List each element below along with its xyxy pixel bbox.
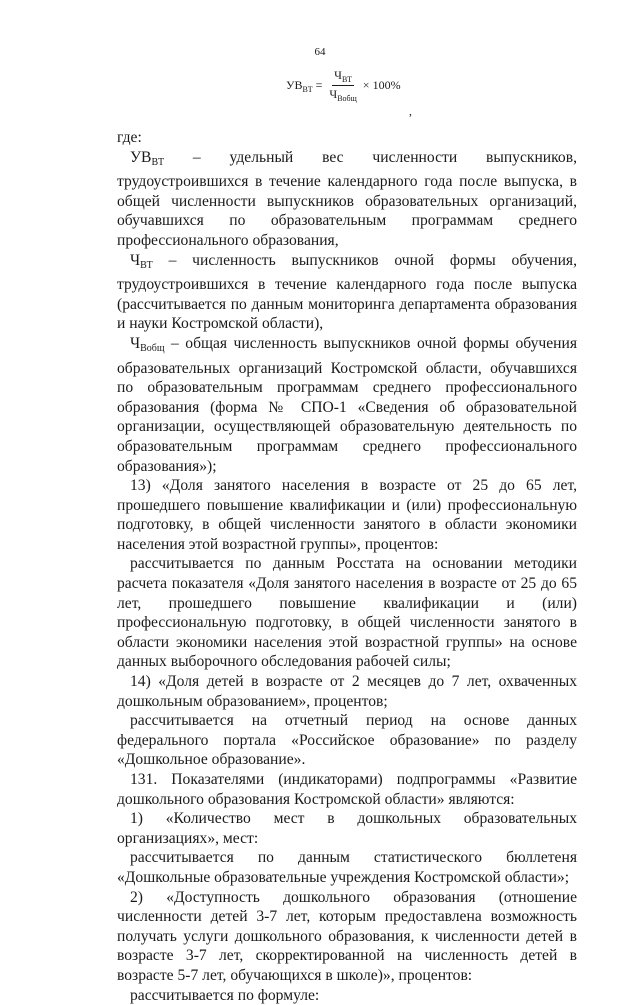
formula-lhs-symbol: УВ bbox=[286, 77, 303, 92]
symbol-chvo-subscript: Вобщ bbox=[140, 342, 165, 354]
formula-comma: , bbox=[409, 104, 412, 118]
chvt-definition-text: – численность выпускников очной формы обучения, трудоустроившихся в течение календарного года после выпуска (рассчитывается по данным мониторинга департамента образования и науки Костромской области), bbox=[117, 251, 577, 333]
paragraph-item-13-calculation: рассчитывается по данным Росстата на основании методики расчета показателя «Доля занятого населения в возрасте от 25 до 65 лет, прошедшего повышение квалификации и (или) профессиональную подготовку, в общей численности занятого в области экономики населения этой возрастной группы» на основе данных выборочного обследования рабочей силы; bbox=[117, 555, 577, 671]
formula-lhs-subscript: ВТ bbox=[302, 84, 313, 94]
formula-multiplier: × 100% bbox=[362, 78, 401, 92]
symbol-chvt-subscript: ВТ bbox=[140, 259, 153, 271]
paragraph-indicator-1: 1) «Количество мест в дошкольных образовательных организациях», мест: bbox=[117, 810, 577, 847]
paragraph-where: где: bbox=[117, 129, 142, 146]
formula-num-subscript: ВТ bbox=[341, 75, 353, 84]
formula-fraction bbox=[327, 68, 358, 103]
chvo-definition-text: – общая численность выпускников очной формы обучения образовательных организаций Костромской области, обучавшихся по образовательным программам среднего профессионального образования (форма № СПО-1 «Сведения об образовательной организации, осуществляющей образовательную деятельность по образовательным программам среднего профессионального образования»); bbox=[117, 334, 577, 475]
paragraph-uv-definition bbox=[117, 148, 577, 251]
document-body bbox=[117, 128, 577, 1005]
paragraph-indicator-2: 2) «Доступность дошкольного образования (отношение численности детей 3-7 лет, которым предоставлена возможность получать услуги дошкольного образования, к численности детей в возрасте 3-7 лет, скорректированной на численность детей в возрасте 5-7 лет, обучающихся в школе)», процентов: bbox=[117, 888, 577, 984]
paragraph-item-13: 13) «Доля занятого населения в возрасте от 25 до 65 лет, прошедшего повышение квалификации и (или) профессиональную подготовку, в общей численности занятого в области экономики населения этой возрастной группы», процентов: bbox=[117, 477, 577, 553]
formula-den-subscript: Вобщ bbox=[337, 94, 357, 103]
formula-lhs: $УВ_{ВТ}$ = bbox=[286, 77, 323, 94]
paragraph-indicator-1-calculation: рассчитывается по данным статистического бюллетеня «Дошкольные образовательные учреждения Костромской области»; bbox=[117, 849, 577, 886]
page-number: 64 bbox=[314, 46, 326, 58]
symbol-uv-subscript: ВТ bbox=[151, 156, 165, 168]
paragraph-chvo-definition bbox=[117, 334, 577, 476]
formula-numerator bbox=[332, 68, 354, 86]
paragraph-indicator-2-calculation: рассчитывается по формуле: bbox=[130, 986, 320, 1004]
symbol-chvt: Ч bbox=[130, 251, 141, 269]
symbol-uv: УВ bbox=[130, 148, 152, 166]
formula bbox=[286, 68, 401, 103]
paragraph-chvt-definition bbox=[117, 251, 577, 334]
formula-den-symbol: Ч bbox=[329, 87, 338, 101]
formula-num-symbol: Ч bbox=[334, 68, 342, 82]
formula-denominator bbox=[327, 86, 358, 103]
symbol-chvo: Ч bbox=[130, 334, 141, 352]
uv-definition-text: – удельный вес численности выпускников, трудоустроившихся в течение календарного года после выпуска, в общей численности выпускников образовательных организаций, обучавшихся по образовательным программам среднего профессионального образования, bbox=[117, 148, 577, 249]
paragraph-item-14-calculation: рассчитывается на отчетный период на основе данных федерального портала «Российское образование» по разделу «Дошкольное образование». bbox=[117, 712, 577, 769]
paragraph-section-131: 131. Показателями (индикаторами) подпрограммы «Развитие дошкольного образования Костромской области» являются: bbox=[117, 771, 577, 808]
paragraph-item-14: 14) «Доля детей в возрасте от 2 месяцев до 7 лет, охваченных дошкольным образованием», процентов; bbox=[117, 673, 577, 710]
